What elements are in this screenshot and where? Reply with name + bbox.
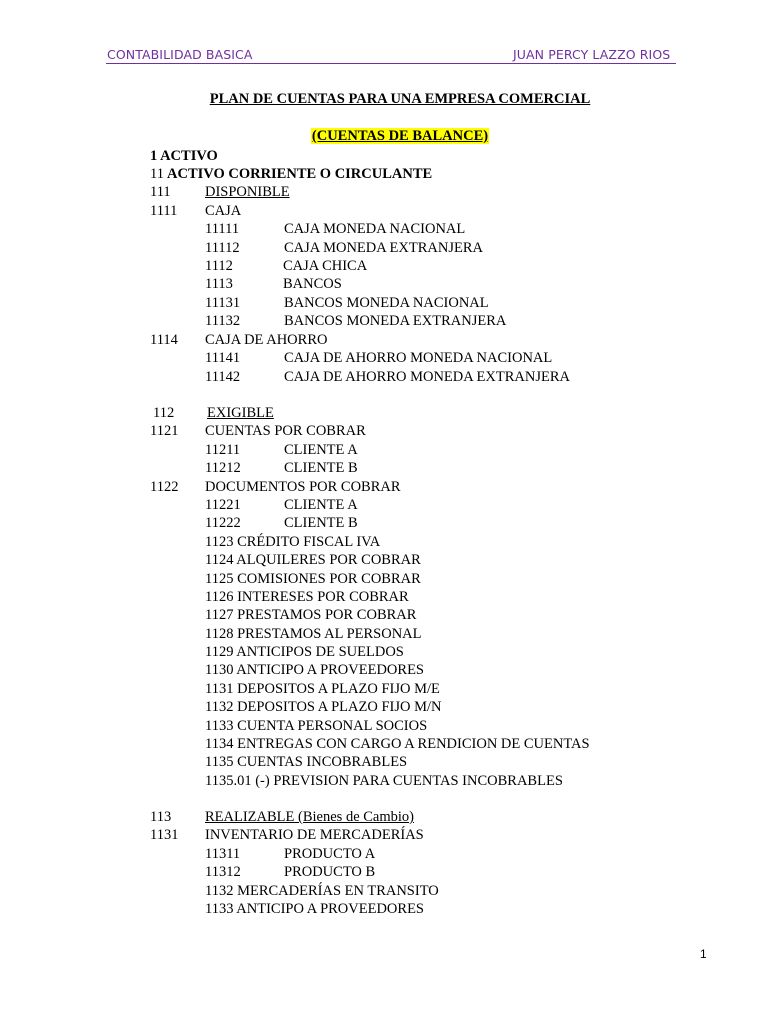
- page-number: 1: [700, 947, 707, 961]
- account-code: 11132: [205, 313, 241, 329]
- account-code: 11311: [205, 846, 241, 862]
- account-code: 11211: [205, 442, 241, 458]
- account-name: DOCUMENTOS POR COBRAR: [205, 479, 401, 495]
- account-code: 1121: [150, 423, 179, 439]
- account-name: CAJA DE AHORRO MONEDA EXTRANJERA: [284, 369, 570, 385]
- header-left: CONTABILIDAD BASICA: [107, 47, 253, 62]
- account-code: 1114: [150, 332, 178, 348]
- account-line: 1129 ANTICIPOS DE SUELDOS: [205, 644, 404, 660]
- account-name: EXIGIBLE: [207, 405, 274, 421]
- account-line: 1132 MERCADERÍAS EN TRANSITO: [205, 883, 439, 899]
- section-subtitle: [0, 128, 768, 145]
- account-line: 1 ACTIVO: [150, 148, 218, 164]
- account-code: 113: [150, 809, 172, 825]
- account-name: DISPONIBLE: [205, 184, 290, 200]
- account-line: 1124 ALQUILERES POR COBRAR: [205, 552, 421, 568]
- header-rule: [106, 63, 676, 64]
- account-name: CLIENTE B: [284, 460, 358, 476]
- account-name: CAJA CHICA: [283, 258, 368, 274]
- account-line: 1135 CUENTAS INCOBRABLES: [205, 754, 408, 770]
- account-line: 1123 CRÉDITO FISCAL IVA: [205, 534, 381, 550]
- header-right: JUAN PERCY LAZZO RIOS: [513, 47, 671, 62]
- account-line: 1133 ANTICIPO A PROVEEDORES: [205, 901, 425, 917]
- account-name: PRODUCTO A: [284, 846, 376, 862]
- account-name: REALIZABLE (Bienes de Cambio): [205, 809, 414, 825]
- account-code: 11212: [205, 460, 241, 476]
- account-name: CAJA MONEDA NACIONAL: [284, 221, 466, 237]
- account-name: CAJA DE AHORRO MONEDA NACIONAL: [284, 350, 553, 366]
- account-code: 1111: [150, 203, 178, 219]
- account-line: 1132 DEPOSITOS A PLAZO FIJO M/N: [205, 699, 442, 715]
- account-line: 1134 ENTREGAS CON CARGO A RENDICION DE CUENTAS: [205, 736, 590, 752]
- account-name: CAJA MONEDA EXTRANJERA: [284, 240, 483, 256]
- account-name: CAJA DE AHORRO: [205, 332, 328, 348]
- account-code: 11222: [205, 515, 241, 531]
- account-code: 11312: [205, 864, 241, 880]
- account-line: 1125 COMISIONES POR COBRAR: [205, 571, 421, 587]
- account-name: BANCOS MONEDA EXTRANJERA: [284, 313, 507, 329]
- account-name: BANCOS MONEDA NACIONAL: [284, 295, 489, 311]
- account-name: PRODUCTO B: [284, 864, 376, 880]
- account-name: CLIENTE A: [284, 442, 358, 458]
- account-line: 1133 CUENTA PERSONAL SOCIOS: [205, 718, 428, 734]
- account-code: 1131: [150, 827, 179, 843]
- account-code: 11221: [205, 497, 241, 513]
- account-line: 1127 PRESTAMOS POR COBRAR: [205, 607, 417, 623]
- account-name: ACTIVO CORRIENTE O CIRCULANTE: [167, 166, 433, 182]
- subtitle-highlight: (CUENTAS DE BALANCE): [311, 128, 489, 144]
- account-name: CUENTAS POR COBRAR: [205, 423, 366, 439]
- account-code: 112: [153, 405, 175, 421]
- account-code: 11142: [205, 369, 241, 385]
- account-code: 11141: [205, 350, 241, 366]
- account-code: 11131: [205, 295, 241, 311]
- account-name: CLIENTE B: [284, 515, 358, 531]
- account-code: 1113: [205, 276, 233, 292]
- account-code: 11112: [205, 240, 240, 256]
- account-line: 1126 INTERESES POR COBRAR: [205, 589, 409, 605]
- account-name: BANCOS: [283, 276, 342, 292]
- account-line: 1130 ANTICIPO A PROVEEDORES: [205, 662, 425, 678]
- account-code: 1112: [205, 258, 233, 274]
- document-title: PLAN DE CUENTAS PARA UNA EMPRESA COMERCIAL: [209, 91, 591, 107]
- account-code: 11111: [205, 221, 240, 237]
- account-code: 111: [150, 184, 171, 200]
- account-name: INVENTARIO DE MERCADERÍAS: [205, 827, 424, 843]
- account-code: 11: [150, 166, 164, 182]
- account-line: 1128 PRESTAMOS AL PERSONAL: [205, 626, 422, 642]
- account-name: CAJA: [205, 203, 242, 219]
- account-line: 1135.01 (-) PREVISION PARA CUENTAS INCOBRABLES: [205, 773, 563, 789]
- account-code: 1122: [150, 479, 179, 495]
- account-name: CLIENTE A: [284, 497, 358, 513]
- account-line: 1131 DEPOSITOS A PLAZO FIJO M/E: [205, 681, 440, 697]
